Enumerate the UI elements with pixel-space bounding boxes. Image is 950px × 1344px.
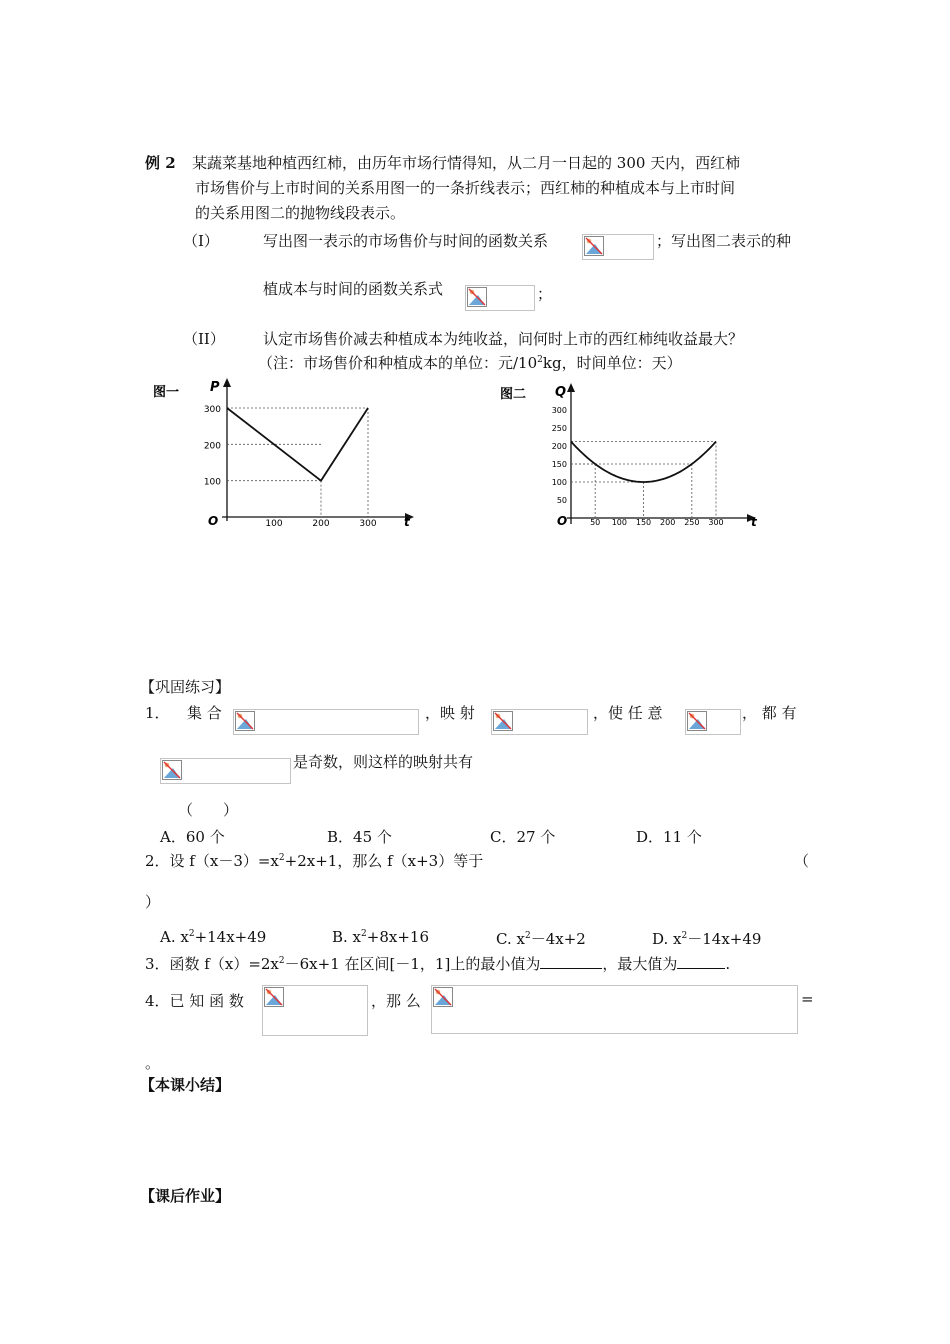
part1-text-b: ；写出图二表示的种 xyxy=(656,232,792,250)
q4-text-b: ，那 么 xyxy=(371,992,421,1010)
fig2-x-tick-label: 150 xyxy=(635,518,652,527)
broken-image-icon xyxy=(493,711,513,731)
fig2-y-tick-label: 150 xyxy=(551,460,567,469)
q1-word-set: 集 合 xyxy=(187,704,222,722)
q3-max-blank[interactable] xyxy=(677,954,725,969)
fig2-origin-label: O xyxy=(557,514,568,528)
q1-text-odd: 是奇数，则这样的映射共有 xyxy=(293,753,474,771)
q3-min-blank[interactable] xyxy=(540,954,602,969)
part2-label: （II） xyxy=(183,330,225,348)
fig2-x-tick-label: 250 xyxy=(684,518,700,527)
broken-image-icon xyxy=(467,287,487,307)
fig2-y-tick-label: 200 xyxy=(551,442,567,451)
q1-option-a: A．60 个 xyxy=(160,828,225,846)
units-note: （注：市场售价和种植成本的单位：元$/10^2kg$，时间单位：天） xyxy=(258,354,682,372)
formula-image xyxy=(431,985,798,1034)
fig1-x-tick-label: 300 xyxy=(359,519,377,529)
part1-text-a: 写出图一表示的市场售价与时间的函数关系 xyxy=(263,232,549,250)
q1-word-map: ，映 射 xyxy=(425,704,475,722)
fig1-y-tick-label: 200 xyxy=(203,441,221,452)
q4-text-d: 。 xyxy=(145,1054,161,1072)
broken-image-icon xyxy=(584,236,604,256)
q1-word-have: ， 都 有 xyxy=(742,704,797,722)
fig1-x-tick-label: 100 xyxy=(265,519,283,529)
fig1-y-label: P xyxy=(210,380,220,395)
figure-one-chart xyxy=(150,376,420,531)
broken-image-icon xyxy=(162,760,182,780)
q3-stem: 3．函数 $f(x)=2x^2-6x+1$ 在区间[－1，1]上的最小值为 ，最大值为 . xyxy=(145,955,731,973)
q1-option-b: B．45 个 xyxy=(327,828,392,846)
fig1-origin-label: O xyxy=(208,514,219,528)
q2-stem: 2．设 $f(x-3)=x^2+2x+1$，那么 f（x+3）等于 xyxy=(145,852,484,870)
q2-option-b: B. $x^2+8x+16$ xyxy=(332,928,429,946)
fig2-x-tick-label: 200 xyxy=(660,518,676,527)
fig1-y-tick-label: 100 xyxy=(203,477,221,488)
q2-paren-open: （ xyxy=(794,852,810,870)
q1-number: 1． xyxy=(145,704,170,722)
section-practice-title: 【巩固练习】 xyxy=(140,678,231,696)
q4-text-a: 4．已 知 函 数 xyxy=(145,992,244,1010)
formula-image xyxy=(582,234,654,260)
formula-image xyxy=(233,709,419,735)
formula-image xyxy=(465,285,535,311)
q1-answer-paren: （ ） xyxy=(178,801,239,819)
fig2-y-tick-label: 300 xyxy=(551,406,567,415)
fig2-y-tick-label: 100 xyxy=(551,478,567,487)
broken-image-icon xyxy=(264,987,284,1007)
figure-two-chart xyxy=(497,381,767,536)
broken-image-icon xyxy=(433,987,453,1007)
q1-option-d: D．11 个 xyxy=(636,828,702,846)
fig2-y-label: Q xyxy=(555,385,567,400)
fig2-y-tick-label: 50 xyxy=(556,496,567,505)
q2-option-d: D. $x^2-14x+49$ xyxy=(652,930,762,948)
formula-image xyxy=(685,709,741,735)
q2-paren-close: ） xyxy=(145,893,161,911)
fig2-cost-parabola xyxy=(571,442,716,483)
example-text-line2: 市场售价与上市时间的关系用图一的一条折线表示；西红柿的种植成本与上市时间 xyxy=(195,179,736,197)
part1-text-c: 植成本与时间的函数关系式 xyxy=(263,280,444,298)
broken-image-icon xyxy=(687,711,707,731)
example-text-line3: 的关系用图二的抛物线段表示。 xyxy=(195,204,406,222)
fig2-y-arrow xyxy=(567,383,575,392)
fig1-x-label: t xyxy=(404,515,410,529)
section-summary-title: 【本课小结】 xyxy=(140,1076,231,1094)
broken-image-icon xyxy=(235,711,255,731)
fig2-x-tick-label: 50 xyxy=(590,518,601,527)
q1-option-c: C．27 个 xyxy=(490,828,556,846)
formula-image xyxy=(160,758,291,784)
fig2-title: 图二 xyxy=(500,387,527,402)
fig1-x-tick-label: 200 xyxy=(312,519,330,529)
fig1-title: 图一 xyxy=(153,385,180,400)
formula-image xyxy=(262,985,368,1036)
q2-option-a: A. $x^2+14x+49$ xyxy=(160,928,267,946)
example-label: 例 2 xyxy=(145,154,176,172)
q2-option-c: C. $x^2-4x+2$ xyxy=(496,930,586,948)
fig2-x-tick-label: 300 xyxy=(708,518,724,527)
q1-word-any: ，使 任 意 xyxy=(593,704,663,722)
example-text-line1: 某蔬菜基地种植西红柿，由历年市场行情得知，从二月一日起的 300 天内，西红柿 xyxy=(192,154,741,172)
q4-text-c: = xyxy=(801,990,814,1008)
part1-text-d: ； xyxy=(537,285,553,303)
fig1-y-arrow xyxy=(223,378,231,387)
formula-image xyxy=(491,709,588,735)
section-homework-title: 【课后作业】 xyxy=(140,1187,231,1205)
fig1-y-tick-label: 300 xyxy=(203,405,221,415)
part1-label: （I） xyxy=(183,232,219,250)
fig2-x-label: t xyxy=(751,515,757,529)
fig2-x-tick-label: 100 xyxy=(611,518,627,527)
part2-text: 认定市场售价减去种植成本为纯收益，问何时上市的西红柿纯收益最大？ xyxy=(263,330,744,348)
fig2-y-tick-label: 250 xyxy=(551,424,567,433)
